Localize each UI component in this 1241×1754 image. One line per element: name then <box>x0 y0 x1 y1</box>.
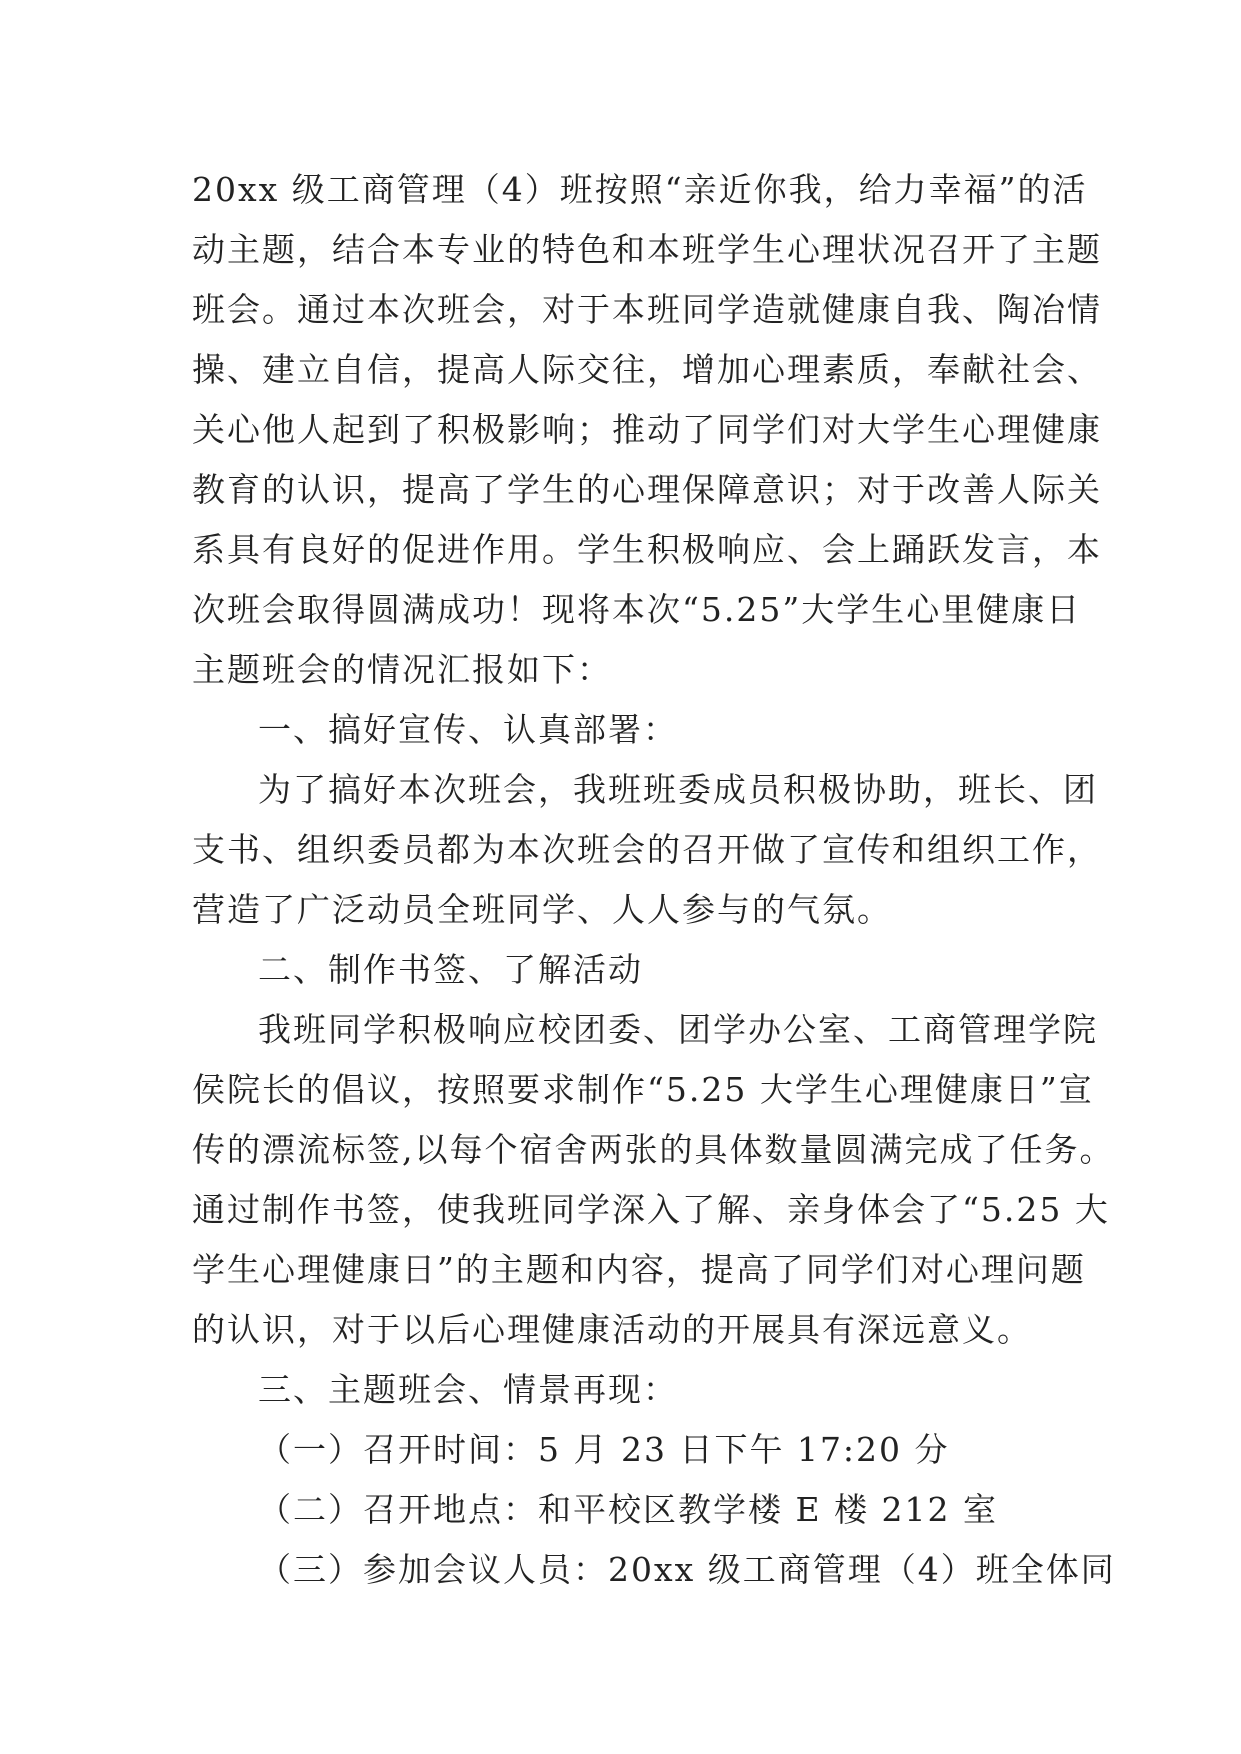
text-line: 为了搞好本次班会，我班班委成员积极协助，班长、团 <box>258 770 1098 809</box>
list-item <box>192 1540 1116 1600</box>
list-item-text: （三）参加会议人员：20xx 级工商管理（4）班全体同 <box>258 1550 1116 1589</box>
list-item <box>192 1420 1052 1480</box>
text-line: 动主题，结合本专业的特色和本班学生心理状况召开了主题 <box>192 230 1102 269</box>
section-1-paragraph <box>192 760 1102 940</box>
section-heading-2 <box>192 940 1052 1000</box>
section-2-paragraph <box>192 1000 1115 1360</box>
text-line: 支书、组织委员都为本次班会的召开做了宣传和组织工作， <box>192 830 1102 869</box>
document-body <box>192 160 1116 1600</box>
text-line: 通过制作书签，使我班同学深入了解、亲身体会了“5.25 大 <box>192 1190 1110 1229</box>
heading-text: 一、搞好宣传、认真部署： <box>258 710 678 749</box>
text-line: 学生心理健康日”的主题和内容，提高了同学们对心理问题 <box>192 1250 1086 1289</box>
section-heading-1 <box>192 700 1052 760</box>
text-line: 营造了广泛动员全班同学、人人参与的气氛。 <box>192 890 892 929</box>
text-line: 系具有良好的促进作用。学生积极响应、会上踊跃发言，本 <box>192 530 1102 569</box>
text-line: 教育的认识，提高了学生的心理保障意识；对于改善人际关 <box>192 470 1102 509</box>
text-line: 传的漂流标签,以每个宿舍两张的具体数量圆满完成了任务。 <box>192 1130 1115 1169</box>
text-line: 关心他人起到了积极影响；推动了同学们对大学生心理健康 <box>192 410 1102 449</box>
text-line: 20xx 级工商管理（4）班按照“亲近你我，给力幸福”的活 <box>192 170 1088 209</box>
section-heading-3 <box>192 1360 1052 1420</box>
text-line: 我班同学积极响应校团委、团学办公室、工商管理学院 <box>258 1010 1098 1049</box>
list-item <box>192 1480 1052 1540</box>
heading-text: 二、制作书签、了解活动 <box>258 950 643 989</box>
text-line: 次班会取得圆满成功！现将本次“5.25”大学生心里健康日 <box>192 590 1082 629</box>
list-item-text: （二）召开地点：和平校区教学楼 E 楼 212 室 <box>258 1490 999 1529</box>
text-line: 操、建立自信，提高人际交往，增加心理素质，奉献社会、 <box>192 350 1102 389</box>
list-item-text: （一）召开时间：5 月 23 日下午 17:20 分 <box>258 1430 950 1469</box>
text-line: 侯院长的倡议，按照要求制作“5.25 大学生心理健康日”宣 <box>192 1070 1094 1109</box>
text-line: 的认识，对于以后心理健康活动的开展具有深远意义。 <box>192 1310 1032 1349</box>
intro-paragraph <box>192 160 1102 700</box>
text-line: 主题班会的情况汇报如下： <box>192 650 612 689</box>
heading-text: 三、主题班会、情景再现： <box>258 1370 678 1409</box>
text-line: 班会。通过本次班会，对于本班同学造就健康自我、陶冶情 <box>192 290 1102 329</box>
